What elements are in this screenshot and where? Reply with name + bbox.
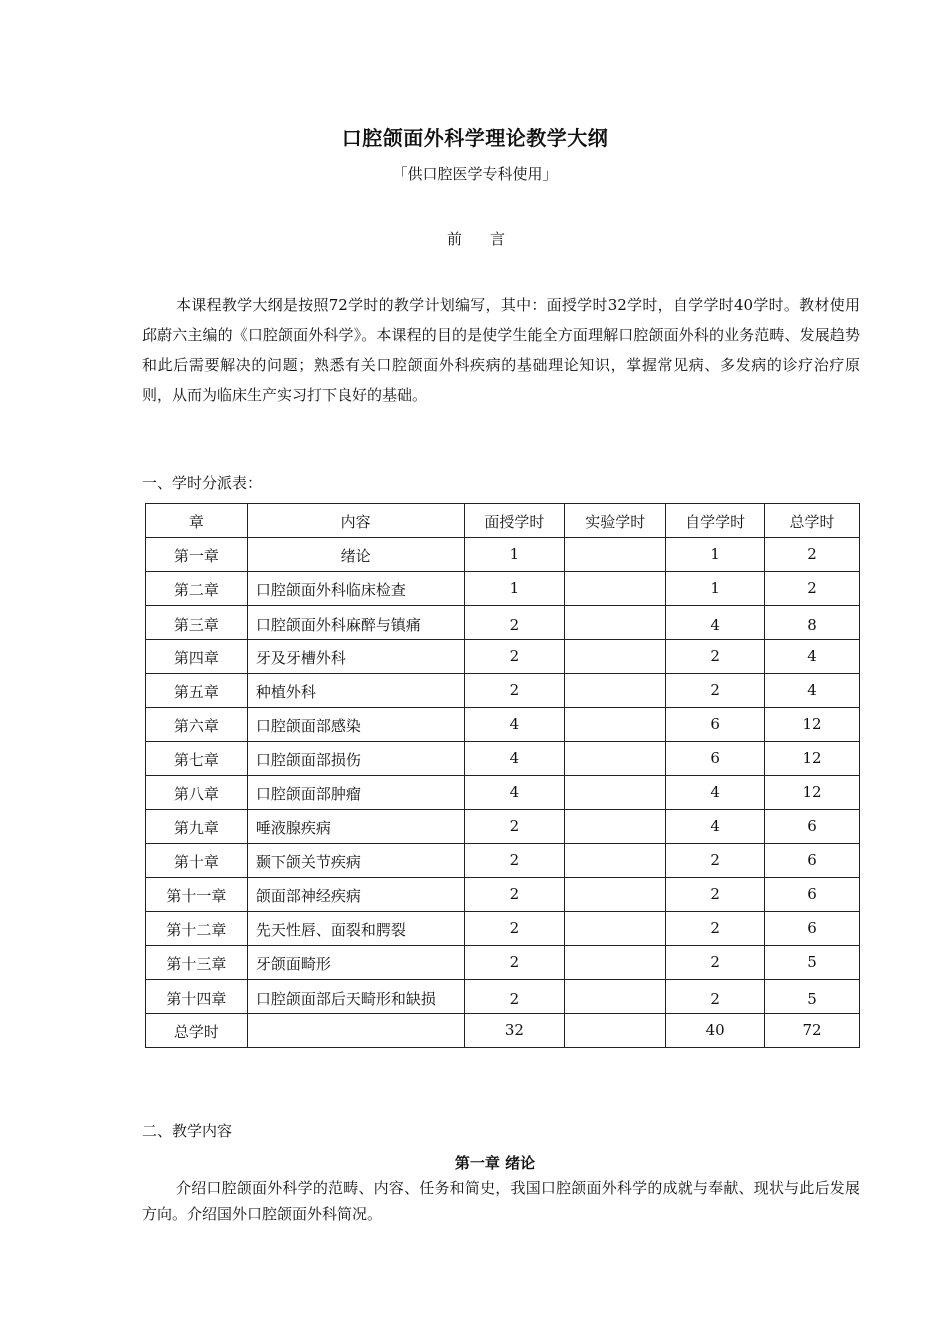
cell-content: 口腔颌面外科临床检查 — [247, 572, 464, 606]
cell-lab-hours — [565, 742, 666, 776]
cell-lecture-hours: 2 — [464, 606, 565, 640]
cell-lab-hours — [565, 878, 666, 912]
cell-lecture-hours: 1 — [464, 572, 565, 606]
header-total-hours: 总学时 — [765, 504, 860, 538]
document-title: 口腔颌面外科学理论教学大纲 — [341, 126, 609, 150]
cell-lab-hours — [565, 810, 666, 844]
cell-chapter: 第五章 — [146, 674, 248, 708]
cell-lab-hours — [565, 980, 666, 1014]
cell-lecture-hours: 1 — [464, 538, 565, 572]
cell-self-study-hours: 2 — [666, 980, 765, 1014]
cell-self-study-hours: 4 — [666, 606, 765, 640]
cell-content: 牙及牙槽外科 — [247, 640, 464, 674]
header-chapter: 章 — [146, 504, 248, 538]
cell-lab-hours — [565, 640, 666, 674]
cell-total-hours: 6 — [765, 810, 860, 844]
cell-total-hours: 4 — [765, 674, 860, 708]
cell-self-study-hours: 2 — [666, 640, 765, 674]
cell-total-hours: 12 — [765, 776, 860, 810]
cell-lecture-hours: 2 — [464, 844, 565, 878]
cell-lab-hours — [565, 606, 666, 640]
table-row — [146, 980, 860, 1014]
cell-lecture-hours: 4 — [464, 708, 565, 742]
cell-content: 颌面部神经疾病 — [247, 878, 464, 912]
table-row — [146, 912, 860, 946]
cell-self-study-hours: 4 — [666, 776, 765, 810]
preface-heading: 前言 — [446, 230, 533, 248]
cell-chapter: 第十章 — [146, 844, 248, 878]
cell-lab-hours — [565, 1014, 666, 1048]
cell-chapter: 第十一章 — [146, 878, 248, 912]
cell-chapter: 总学时 — [146, 1014, 248, 1048]
cell-lecture-hours: 2 — [464, 810, 565, 844]
header-lecture-hours: 面授学时 — [464, 504, 565, 538]
cell-content: 口腔颌面部损伤 — [247, 742, 464, 776]
table-total-row — [146, 1014, 860, 1048]
chapter-1-heading: 第一章 绪论 — [454, 1154, 536, 1172]
cell-content: 口腔颌面部肿瘤 — [247, 776, 464, 810]
cell-content: 绪论 — [247, 538, 464, 572]
cell-total-hours: 4 — [765, 640, 860, 674]
cell-content: 牙颌面畸形 — [247, 946, 464, 980]
cell-chapter: 第三章 — [146, 606, 248, 640]
cell-self-study-hours: 2 — [666, 946, 765, 980]
cell-chapter: 第十二章 — [146, 912, 248, 946]
cell-lecture-hours: 2 — [464, 674, 565, 708]
cell-total-hours: 8 — [765, 606, 860, 640]
cell-chapter: 第四章 — [146, 640, 248, 674]
table-header-row — [146, 504, 860, 538]
cell-total-hours: 6 — [765, 844, 860, 878]
cell-lab-hours — [565, 538, 666, 572]
cell-lecture-hours: 2 — [464, 878, 565, 912]
cell-total-hours: 5 — [765, 946, 860, 980]
table-row — [146, 810, 860, 844]
cell-total-hours: 5 — [765, 980, 860, 1014]
cell-chapter: 第九章 — [146, 810, 248, 844]
table-row — [146, 946, 860, 980]
cell-lab-hours — [565, 674, 666, 708]
cell-chapter: 第六章 — [146, 708, 248, 742]
table-row — [146, 878, 860, 912]
cell-total-hours: 6 — [765, 912, 860, 946]
cell-lecture-hours: 2 — [464, 640, 565, 674]
intro-paragraph: 本课程教学大纲是按照72学时的教学计划编写，其中：面授学时32学时，自学学时40学时。教材使用邱蔚六主编的《口腔颌面外科学》。本课程的目的是使学生能全方面理解口腔颌面外科的业务范畴、发展趋势和此后需要解决的问题；熟悉有关口腔颌面外科疾病的基础理论知识，掌握常见病、多发病的诊疗治疗原则，从而为临床生产实习打下良好的基础。 — [142, 296, 860, 404]
cell-self-study-hours: 2 — [666, 674, 765, 708]
document-subtitle: 「供口腔医学专科使用」 — [392, 165, 558, 183]
cell-lab-hours — [565, 946, 666, 980]
header-lab-hours: 实验学时 — [565, 504, 666, 538]
cell-lecture-hours: 4 — [464, 742, 565, 776]
cell-lab-hours — [565, 572, 666, 606]
cell-content — [247, 1014, 464, 1048]
table-row — [146, 606, 860, 640]
cell-total-hours: 2 — [765, 572, 860, 606]
table-row — [146, 572, 860, 606]
cell-self-study-hours: 6 — [666, 708, 765, 742]
table-row — [146, 844, 860, 878]
cell-total-hours: 72 — [765, 1014, 860, 1048]
cell-lecture-hours: 2 — [464, 912, 565, 946]
header-content: 内容 — [247, 504, 464, 538]
cell-self-study-hours: 2 — [666, 878, 765, 912]
header-self-study-hours: 自学学时 — [666, 504, 765, 538]
cell-self-study-hours: 2 — [666, 912, 765, 946]
cell-content: 唾液腺疾病 — [247, 810, 464, 844]
cell-self-study-hours: 6 — [666, 742, 765, 776]
cell-self-study-hours: 1 — [666, 572, 765, 606]
cell-lab-hours — [565, 844, 666, 878]
cell-lab-hours — [565, 708, 666, 742]
section-1-title: 一、学时分派表： — [142, 474, 263, 492]
cell-lab-hours — [565, 776, 666, 810]
cell-chapter: 第十四章 — [146, 980, 248, 1014]
cell-total-hours: 12 — [765, 742, 860, 776]
table-row — [146, 776, 860, 810]
cell-lecture-hours: 4 — [464, 776, 565, 810]
cell-total-hours: 12 — [765, 708, 860, 742]
cell-total-hours: 6 — [765, 878, 860, 912]
cell-chapter: 第七章 — [146, 742, 248, 776]
cell-self-study-hours: 1 — [666, 538, 765, 572]
cell-lecture-hours: 2 — [464, 980, 565, 1014]
table-row — [146, 674, 860, 708]
table-row — [146, 640, 860, 674]
cell-content: 口腔颌面部感染 — [247, 708, 464, 742]
cell-lecture-hours: 2 — [464, 946, 565, 980]
table-row — [146, 742, 860, 776]
cell-chapter: 第八章 — [146, 776, 248, 810]
table-row — [146, 538, 860, 572]
cell-self-study-hours: 40 — [666, 1014, 765, 1048]
hours-schedule-table — [145, 503, 860, 1048]
cell-content: 颞下颌关节疾病 — [247, 844, 464, 878]
section-2-title: 二、教学内容 — [142, 1122, 233, 1140]
cell-content: 口腔颌面外科麻醉与镇痛 — [247, 606, 464, 640]
cell-lecture-hours: 32 — [464, 1014, 565, 1048]
cell-content: 先天性唇、面裂和腭裂 — [247, 912, 464, 946]
table-row — [146, 708, 860, 742]
cell-content: 口腔颌面部后天畸形和缺损 — [247, 980, 464, 1014]
cell-chapter: 第十三章 — [146, 946, 248, 980]
cell-content: 种植外科 — [247, 674, 464, 708]
cell-lab-hours — [565, 912, 666, 946]
chapter-1-text: 介绍口腔颌面外科学的范畴、内容、任务和简史，我国口腔颌面外科学的成就与奉献、现状与此后发展方向。介绍国外口腔颌面外科简况。 — [142, 1179, 860, 1223]
cell-chapter: 第二章 — [146, 572, 248, 606]
cell-total-hours: 2 — [765, 538, 860, 572]
cell-self-study-hours: 2 — [666, 844, 765, 878]
cell-self-study-hours: 4 — [666, 810, 765, 844]
cell-chapter: 第一章 — [146, 538, 248, 572]
